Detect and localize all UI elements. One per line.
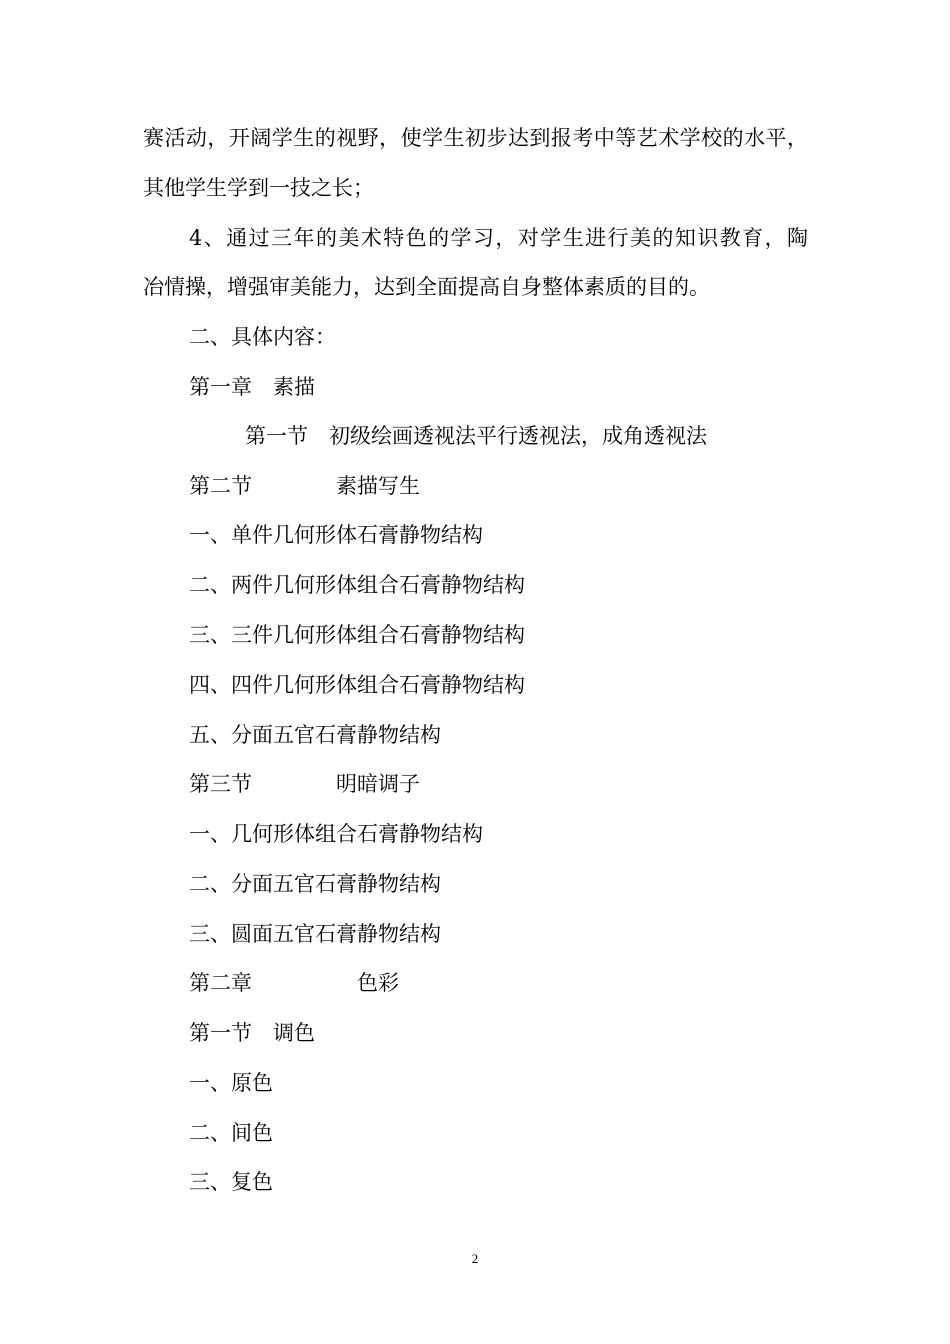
list-item: 四、四件几何形体组合石膏静物结构 — [189, 673, 525, 697]
list-item: 三、三件几何形体组合石膏静物结构 — [189, 623, 525, 647]
list-item: 二、分面五官石膏静物结构 — [189, 872, 441, 896]
chapter-heading: 第一章 素描 — [189, 375, 315, 399]
chapter-heading: 第二章 色彩 — [189, 971, 399, 995]
list-item: 三、复色 — [189, 1170, 273, 1194]
list-item: 二、间色 — [189, 1121, 273, 1145]
subsection-heading: 第三节 明暗调子 — [189, 772, 420, 796]
subsection-heading: 第二节 素描写生 — [189, 474, 420, 498]
paragraph-line: 冶情操，增强审美能力，达到全面提高自身整体素质的目的。 — [143, 275, 710, 299]
paragraph-line: 其他学生学到一技之长； — [143, 176, 374, 200]
subsection-heading: 第一节 初级绘画透视法平行透视法，成角透视法 — [245, 424, 707, 448]
list-item: 一、几何形体组合石膏静物结构 — [189, 822, 483, 846]
paragraph-line: 4、通过三年的美术特色的学习，对学生进行美的知识教育，陶 — [189, 226, 808, 250]
paragraph-line: 赛活动，开阔学生的视野，使学生初步达到报考中等艺术学校的水平， — [143, 126, 808, 150]
list-item: 一、单件几何形体石膏静物结构 — [189, 523, 483, 547]
list-item: 一、原色 — [189, 1071, 273, 1095]
list-item: 五、分面五官石膏静物结构 — [189, 723, 441, 747]
list-item: 二、两件几何形体组合石膏静物结构 — [189, 573, 525, 597]
list-item: 三、圆面五官石膏静物结构 — [189, 922, 441, 946]
section-heading: 二、具体内容： — [189, 325, 336, 349]
page-number: 2 — [471, 1251, 479, 1266]
subsection-heading: 第一节 调色 — [189, 1021, 315, 1045]
